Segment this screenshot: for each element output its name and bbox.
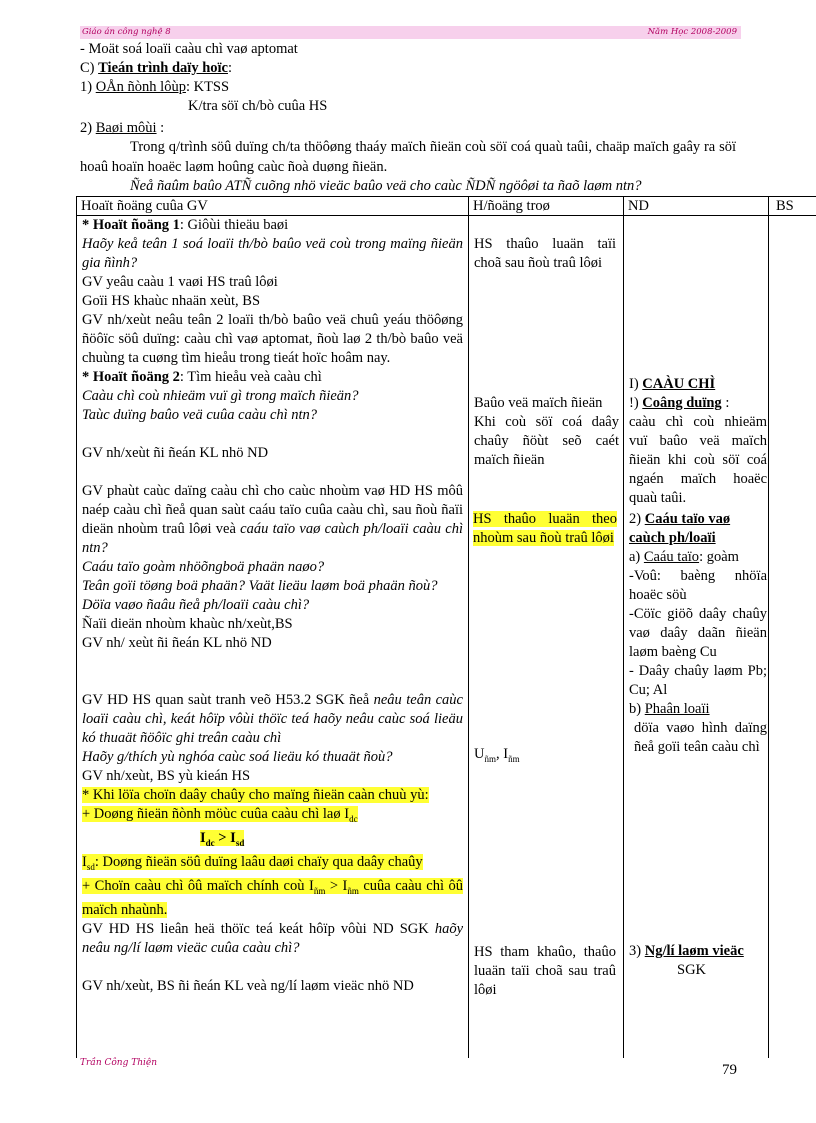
activity1-heading (82, 216, 463, 235)
activity1-title: * Hoaït ñoäng 1 (82, 217, 180, 233)
structure-line2: GV nh/ xeùt ñi ñeán KL nhö ND (82, 635, 272, 651)
step2-label: 2) (80, 120, 96, 136)
nd-principle-text: SGK (677, 962, 707, 978)
note-text2 (82, 806, 358, 822)
nd-principle-title: Ng/lí laøm vieäc (644, 943, 744, 959)
note-text3-b: : Doøng ñieän söû duïng laâu daøi chaïy qua daây chaûy (94, 853, 423, 870)
nd-structure-rest: : goàm (699, 549, 739, 565)
nd-fuse-wire: - Daây chaûy laøm Pb; Cu; Al (629, 663, 767, 698)
activity2-rest: : Tìm hieåu veà caàu chì (179, 369, 322, 385)
activity2-question2: Taùc duïng baûo veä cuûa caàu chì ntn? (82, 407, 318, 423)
header-left: Giáo án công nghệ 8 (82, 27, 171, 37)
hs-block1: HS thaûo luaän taïi choã sau ñoù traû lôøi (474, 236, 616, 271)
hs-block4 (474, 745, 619, 769)
note-text3 (82, 854, 423, 870)
hs-block2-a: Baûo veä maïch ñieän (474, 395, 603, 411)
hs-block4-sub2: ñm (508, 753, 520, 764)
structure-intro (82, 482, 463, 558)
step1-title: OÅn ñònh lôùp (95, 79, 186, 95)
structure-question3: Döïa vaøo ñaâu ñeå ph/loaïi caàu chì? (82, 597, 310, 613)
step1-label: 1) (80, 79, 96, 95)
section-c-title: Tieán trình daïy hoïc (98, 60, 228, 76)
activity2-question1: Caàu chì coù nhieäm vuï gì trong maïch ñieän? (82, 388, 359, 404)
specs-intro (82, 691, 463, 748)
nd-structure (629, 548, 767, 567)
intro-paragraph: Trong q/trình söû duïng ch/ta thöôøng thaáy maïch ñieän coù söï coá quaù taûi, chaäp maïch gaây ra söï hoaû hoaïn hoaëc laøm hoûng caùc ñoà duøng ñieän. (80, 139, 736, 175)
activity1-rest: : Giôùi thieäu baøi (179, 217, 289, 233)
intro-line1: - Moät soá loaïi caàu chì vaø aptomat (80, 41, 298, 57)
principle-intro (82, 920, 463, 958)
nd-shell: -Voû: baèng nhöïa hoaëc söù (629, 568, 767, 603)
hs-block4-b: , I (496, 746, 509, 762)
nd-principle-label: 3) (629, 943, 645, 959)
nd-classify-text: döïa vaøo hình daïng ñeå goïi teân caàu chì (634, 720, 767, 755)
footer-author: Trần Công Thiện (80, 1058, 158, 1068)
nd-section2-colon: : (721, 395, 730, 411)
header-right: Năm Học 2008-2009 (647, 27, 737, 37)
hs-block5: HS tham khaûo, thaûo luaän taïi choã sau traû lôøi (474, 944, 616, 998)
activity2-title: * Hoaït ñoäng 2 (82, 369, 180, 385)
nd-section2-label: !) (629, 395, 643, 411)
nd-section3 (629, 510, 767, 548)
intro-question: Ñeå ñaûm baûo ATÑ cuõng nhö vieäc baûo veä cho caùc ÑDÑ ngöôøi ta ñaõ laøm ntn? (130, 178, 642, 194)
hs-block3-text: HS thaûo luaän theo nhoùm sau ñoù traû lôøi (473, 511, 617, 546)
section-c (80, 59, 232, 77)
header-bs: BS (776, 198, 794, 214)
section-c-label: C) (80, 60, 99, 76)
note-text4-sub1: ñm (313, 885, 326, 896)
nd-classify (629, 700, 767, 719)
specs-line1: GV nh/xeùt, BS yù kieán HS (82, 768, 251, 784)
note-text2-sub: dc (349, 813, 358, 824)
nd-section1-title: CAÀU CHÌ (642, 376, 716, 392)
nd-principle (629, 942, 767, 980)
nd-section2-title: Coâng duïng (642, 395, 722, 411)
nd-classify-label: b) (629, 701, 645, 717)
table-col3-border (768, 196, 769, 1058)
table-col2-border (623, 196, 624, 1058)
step1-sub: K/tra söï ch/bò cuûa HS (188, 98, 328, 114)
structure-line1: Ñaïi dieän nhoùm khaùc nh/xeùt,BS (82, 616, 293, 632)
gv-column (82, 216, 463, 996)
hs-block4-sub1: ñm (484, 753, 496, 764)
note-line3 (82, 853, 463, 877)
inequality-sub-a: dc (205, 837, 215, 848)
note-text3-a: I (82, 853, 87, 870)
principle-intro-italic: haõy neâu ng/lí laøm vieäc cuûa caàu chì? (82, 920, 463, 956)
inequality-line (82, 829, 463, 853)
nd-principle-heading (629, 942, 767, 961)
nd-terminal: -Cöïc giöõ daây chaûy vaø daây daãn ñieän laøm baèng Cu (629, 606, 767, 660)
nd-structure-label: a) (629, 549, 644, 565)
note-text3-sub: sd (86, 861, 95, 872)
nd-function-text: caàu chì coù nhieäm vuï baûo veä maïch ñieän khi coù söï coá ngaén maïch hoaëc quaù taûi. (629, 414, 767, 506)
page-number: 79 (722, 1062, 737, 1078)
note-text4-b: > I (325, 877, 348, 894)
note-line4 (82, 877, 463, 920)
activity1-line2: Goïi HS khaùc nhaän xeùt, BS (82, 293, 261, 309)
nd-section1 (629, 375, 767, 394)
activity1-question: Haõy keå teân 1 soá loaïi th/bò baûo veä coù trong maïng ñieän gia ñình? (82, 236, 463, 271)
page-header (80, 26, 741, 39)
inequality (200, 830, 244, 846)
note-text1: * Khi löïa choïn daây chaûy cho maïng ñieän caàn chuù yù: (82, 787, 429, 803)
header-hs: H/ñoäng troø (473, 198, 550, 214)
structure-intro-text: GV phaùt caùc daïng caàu chì cho caùc nhoùm vaø HD HS môû naép caàu chì ñeå quan saùt caáu taïo cuûa caàu chì, sau ñoù ñaïi dieän nhoùm traû lôøi veà (82, 483, 463, 537)
nd-column (629, 375, 767, 757)
step1 (80, 78, 229, 96)
structure-question2: Teân goïi töøng boä phaän? Vaät lieäu laøm boä phaän ñoù? (82, 578, 438, 594)
nd-classify-title: Phaân loaïi (644, 701, 710, 717)
header-gv: Hoaït ñoäng cuûa GV (81, 198, 208, 214)
structure-intro-italic: caáu taïo vaø caùch ph/loaïi caàu chì ntn? (82, 521, 463, 556)
step2-colon: : (156, 120, 165, 136)
hs-block3 (473, 510, 617, 548)
note-text4-c: cuûa caàu chì ôû maïch nhaùnh. (82, 877, 463, 918)
specs-question: Haõy g/thích yù nghóa caùc soá lieäu kó thuaät ñoù? (82, 749, 393, 765)
step2 (80, 119, 164, 137)
specs-intro-italic: neâu teân caùc loaïi caàu chì, keát hôïp vôùi thöïc teá haõy neâu caùc soá lieäu kó thuaät ñöôïc ghi treân caàu chì (82, 692, 463, 746)
note-text4 (82, 878, 463, 918)
hs-block2 (474, 394, 619, 470)
table-col1-border (468, 196, 469, 1058)
principle-conclusion: GV nh/xeùt, BS ñi ñeán KL veà ng/lí laøm vieäc nhö ND (82, 977, 414, 994)
activity1-line3: GV nh/xeùt neâu teân 2 loaïi th/bò baûo veä chuû yeáu thöôøng ñöôïc söû duïng: caàu chì vaø aptomat, ñoù laø 2 th/bò baûo veä chuùng ta cuøng tìm hieåu trong tieát hoïc hoâm nay. (82, 312, 463, 366)
note-line1 (82, 786, 463, 805)
nd-structure-title: Caáu taïo (643, 549, 700, 565)
header-nd: ND (628, 198, 649, 214)
inequality-sub-b: sd (235, 837, 245, 848)
nd-section2 (629, 394, 767, 413)
table-left-border (76, 196, 77, 1058)
note-text4-a: + Choïn caàu chì ôû maïch chính coù I (82, 877, 314, 894)
nd-section3-title: Caáu taïo vaø caùch ph/loaïi (629, 511, 731, 546)
specs-intro-text: GV HD HS quan saùt tranh veõ H53.2 SGK ñeå (82, 692, 374, 708)
inequality-a: I (200, 829, 206, 846)
note-line2 (82, 805, 463, 829)
principle-intro-text: GV HD HS lieân heä thöïc teá keát hôïp vôùi ND SGK (82, 920, 435, 937)
step2-title: Baøi môùi (95, 120, 157, 136)
hs-block4-a: U (474, 746, 485, 762)
section-c-colon: : (227, 60, 233, 76)
activity1-line1: GV yeâu caàu 1 vaøi HS traû lôøi (82, 274, 278, 290)
nd-section3-label: 2) (629, 511, 645, 527)
hs-block2-b: Khi coù söï coá daây chaûy ñöùt seõ caét maïch ñieän (474, 414, 619, 468)
nd-section1-label: I) (629, 376, 643, 392)
structure-question1: Caáu taïo goàm nhöõngboä phaän naøo? (82, 559, 325, 575)
activity2-conclusion: GV nh/xeùt ñi ñeán KL nhö ND (82, 445, 269, 461)
inequality-mid: > I (214, 829, 236, 846)
activity2-heading (82, 368, 463, 387)
note-text2-main: + Doøng ñieän ñònh möùc cuûa caàu chì laø I (82, 806, 350, 822)
step1-rest: : KTSS (185, 79, 230, 95)
note-text4-sub2: ñm (347, 885, 359, 896)
